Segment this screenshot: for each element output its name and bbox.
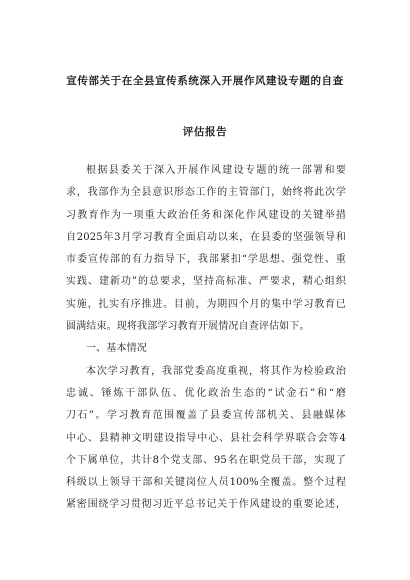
document-subtitle: 评估报告	[182, 126, 228, 138]
body-text-line: 中心、县精神文明建设指导中心、县社会科学界联合会等4	[66, 432, 346, 444]
body-text-line: 求，我部作为全县意识形态工作的主管部门，始终将此次学	[66, 187, 346, 199]
body-text-line: 实施，扎实有序推进。目前，为期四个月的集中学习教育已	[66, 298, 346, 310]
body-text-line: 个下属单位，共计8个党支部、95名在职党员干部，实现了	[66, 454, 346, 466]
body-text-line: 市委宣传部的有力指导下，我部紧扣“学思想、强党性、重	[66, 254, 346, 266]
body-text-line: 实践、建新功”的总要求，坚持高标准、严要求，精心组织	[66, 276, 346, 288]
body-text-line: 习教育作为一项重大政治任务和深化作风建设的关键举措	[66, 209, 346, 221]
body-text-line: 圆满结束。现将我部学习教育开展情况自查评估如下。	[66, 321, 310, 333]
body-text-line: 自2025年3月学习教育全面启动以来，在县委的坚强领导和	[66, 231, 346, 243]
body-text-line: 根据县委关于深入开展作风建设专题的统一部署和要	[86, 165, 346, 176]
body-text-line: 科级以上领导干部和关键岗位人员100%全覆盖。整个过程	[66, 477, 346, 489]
body-text-line: 刀石”。学习教育范围覆盖了县委宣传部机关、县融媒体	[66, 410, 346, 422]
body-text-line: 忠诚、锤炼干部队伍、优化政治生态的“试金石”和“磨	[66, 387, 346, 399]
section-heading: 一、基本情况	[86, 343, 147, 355]
body-text-line: 紧密围绕学习贯彻习近平总书记关于作风建设的重要论述，	[66, 499, 346, 511]
document-body	[66, 160, 346, 517]
document-title: 宣传部关于在全县宣传系统深入开展作风建设专题的自查	[66, 75, 344, 87]
body-text-line: 本次学习教育，我部党委高度重视，将其作为检验政治	[86, 365, 346, 377]
